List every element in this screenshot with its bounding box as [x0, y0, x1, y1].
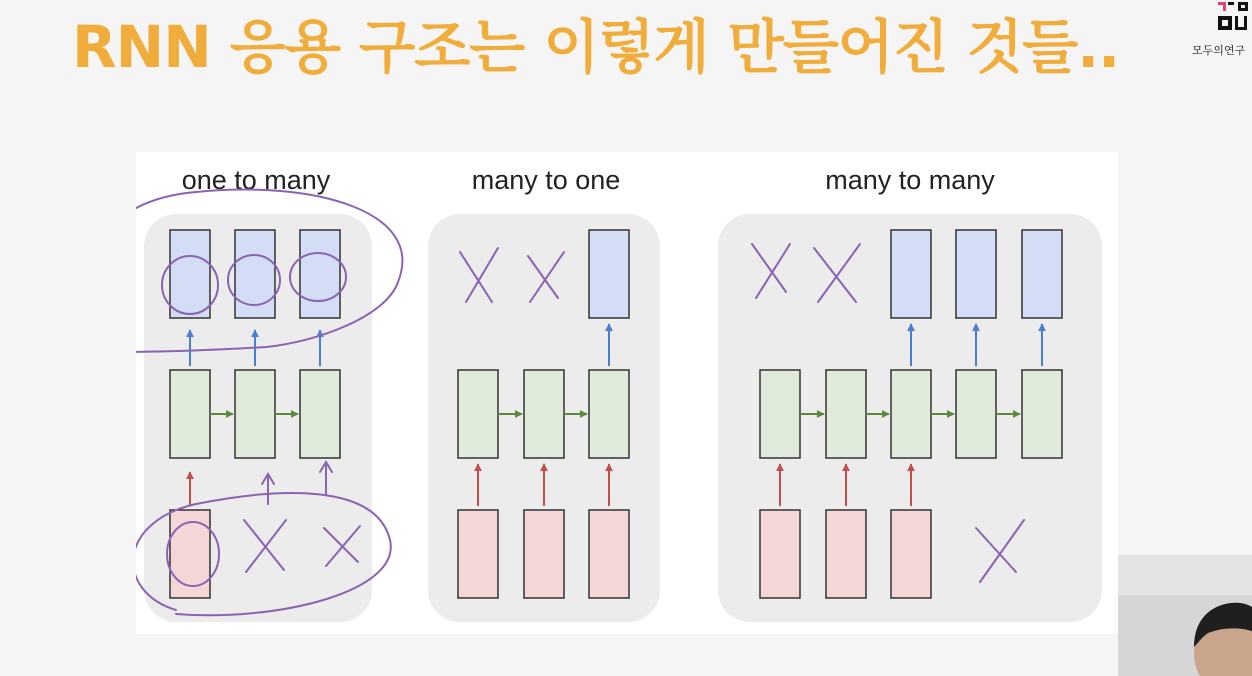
hidden-node	[956, 370, 996, 458]
logo-text: 모두의연구	[1192, 44, 1246, 57]
output-node	[956, 230, 996, 318]
output-node	[891, 230, 931, 318]
panel-label-many-to-one: many to one	[471, 165, 621, 195]
output-node	[589, 230, 629, 318]
output-node	[1022, 230, 1062, 318]
hidden-node	[458, 370, 498, 458]
input-node	[760, 510, 800, 598]
hidden-node	[524, 370, 564, 458]
hidden-node	[170, 370, 210, 458]
input-node	[458, 510, 498, 598]
hidden-node	[760, 370, 800, 458]
output-node	[300, 230, 340, 318]
input-node	[170, 510, 210, 598]
input-node	[826, 510, 866, 598]
hidden-node	[826, 370, 866, 458]
input-node	[589, 510, 629, 598]
slide-title: RNN 응용 구조는 이렇게 만들어진 것들..	[72, 13, 1120, 81]
hidden-node	[1022, 370, 1062, 458]
input-node	[891, 510, 931, 598]
input-node	[524, 510, 564, 598]
panel-label-one-to-many: one to many	[181, 165, 331, 195]
rnn-figure	[136, 152, 1118, 634]
hidden-node	[235, 370, 275, 458]
hidden-node	[891, 370, 931, 458]
rnn-diagram	[136, 152, 1118, 634]
hidden-node	[589, 370, 629, 458]
hidden-node	[300, 370, 340, 458]
presenter-webcam	[1118, 555, 1252, 676]
output-node	[170, 230, 210, 318]
panel-label-many-to-many: many to many	[825, 165, 995, 195]
